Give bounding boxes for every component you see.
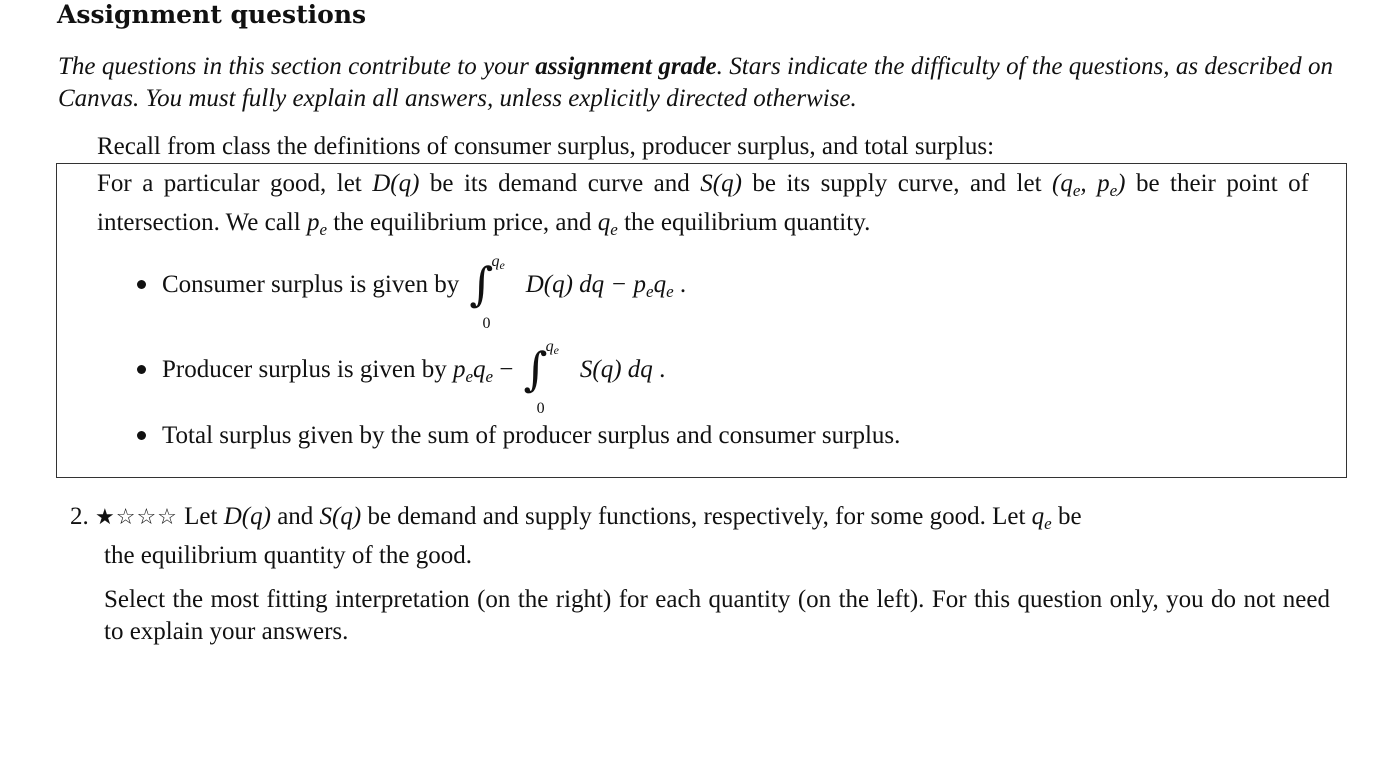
bullet-consumer-surplus: Consumer surplus is given by ∫ qe 0 D(q) dq − $p_eq_e$ . [137, 269, 686, 308]
total-surplus-text: Total surplus given by the sum of producer surplus and consumer surplus. [162, 422, 901, 449]
intro-paragraph [58, 51, 1333, 115]
intro-bold-text: assignment grade [535, 53, 717, 80]
bullet-dot [137, 365, 146, 374]
intro-text-2: . Stars indicate the difficulty of the questions, as described on Canvas. You must fully explain all answers, unless explicitly directed otherwise. [58, 53, 1333, 112]
intro-text-1: The questions in this section contribute to your [58, 53, 536, 80]
definitions-intro: For a particular good, let D(q) be its demand curve and S(q) be its supply curve, and let ($q_e$, $p_e$) be their point of intersection. We call $p_e$ the equilibrium price, and $q_e$ the equilibrium quantity. [97, 170, 1310, 239]
integral-symbol: ∫ qe 0 [469, 253, 505, 333]
recall-sentence: Recall from class the definitions of consumer surplus, producer surplus, and total surplus: [97, 133, 995, 160]
question-2-instruction: Select the most fitting interpretation (on the right) for each quantity (on the left). For this question only, you do not need to explain your answers. [104, 586, 1330, 645]
bullet-producer-surplus: Producer surplus is given by $p_eq_e$ − ∫ qe 0 S(q) dq . [137, 354, 665, 393]
question-2-line-2: the equilibrium quantity of the good. [104, 542, 472, 569]
integral-symbol: ∫ qe 0 [523, 338, 559, 418]
section-heading: Assignment questions [57, 0, 367, 29]
difficulty-stars: ★☆☆☆ [95, 505, 178, 530]
bullet-dot [137, 431, 146, 440]
bullet-total-surplus [137, 420, 900, 452]
consumer-formula: D(q) dq − p [525, 271, 647, 298]
bullet-dot [137, 280, 146, 289]
question-2-line-1: 2. ★☆☆☆ Let D(q) and S(q) be demand and supply functions, respectively, for some good. Let $q_e$ be [70, 503, 1082, 533]
consumer-label: Consumer surplus is given by [162, 271, 460, 298]
question-2 [70, 501, 1330, 648]
producer-formula: S(q) dq [579, 356, 653, 383]
question-number: 2. [70, 503, 89, 530]
definitions-box [56, 163, 1347, 478]
producer-label: Producer surplus is given by [162, 356, 447, 383]
